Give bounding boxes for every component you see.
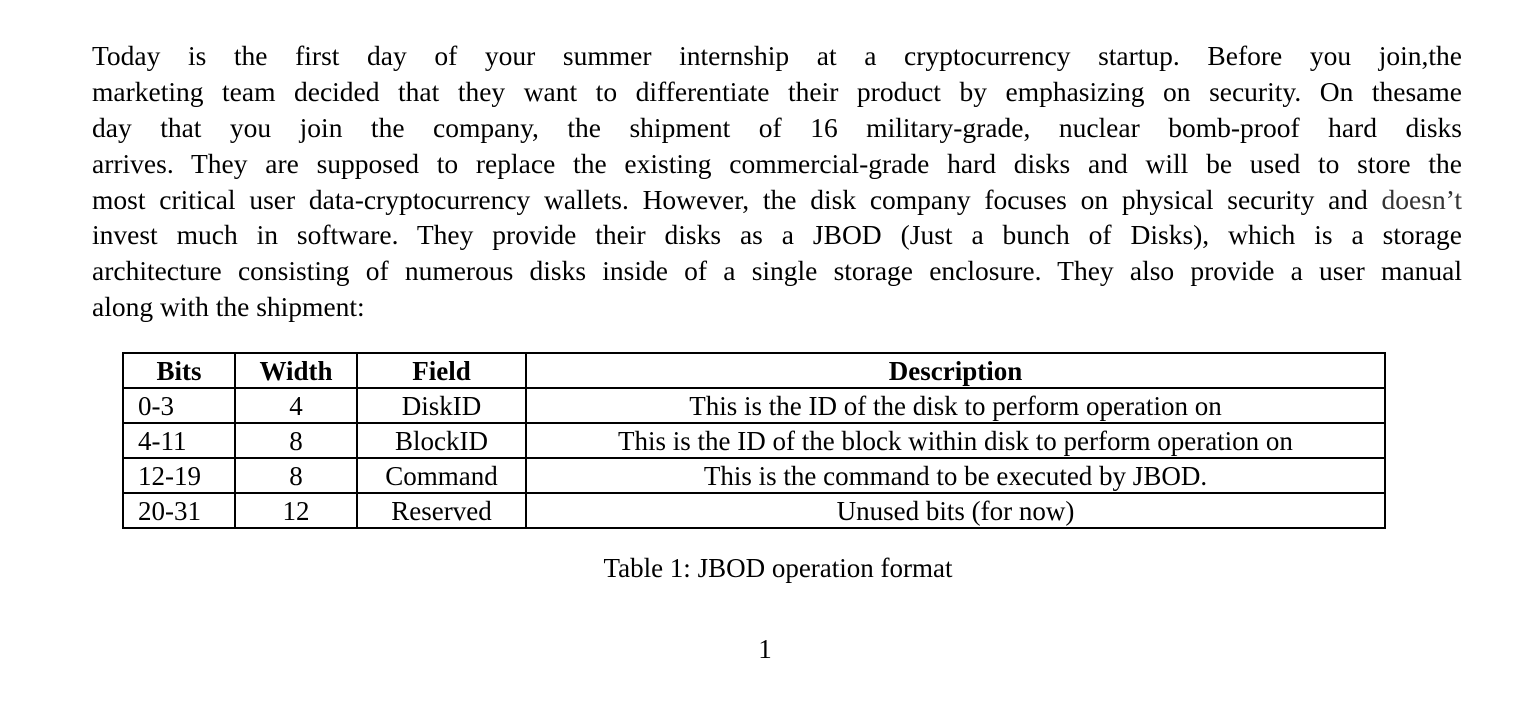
header-description: Description: [526, 353, 1385, 388]
table-caption: Table 1: JBOD operation format: [603, 553, 953, 583]
header-field: Field: [357, 353, 526, 388]
paragraph-line-5-text: most critical user data-cryptocurrency wallets. However, the disk company focuses on physical security and: [92, 183, 1382, 215]
table-row: [123, 458, 1385, 493]
jbod-operation-format-table: [122, 352, 1386, 529]
cell-description: This is the ID of the block within disk to perform operation on: [526, 423, 1385, 458]
header-width: Width: [235, 353, 357, 388]
paragraph-line-8: along with the shipment:: [92, 291, 365, 323]
cell-width: 4: [235, 388, 357, 423]
table-row: [123, 423, 1385, 458]
page-number: 1: [758, 634, 772, 664]
cell-field: BlockID: [357, 423, 526, 458]
cell-description: This is the ID of the disk to perform operation on: [526, 388, 1385, 423]
cell-bits: 12-19: [123, 458, 235, 493]
cell-field: DiskID: [357, 388, 526, 423]
header-bits: Bits: [123, 353, 235, 388]
paragraph-line-7: architecture consisting of numerous disks inside of a single storage enclosure. They also provide a user manual: [92, 255, 1462, 287]
paragraph-line-4: arrives. They are supposed to replace the existing commercial-grade hard disks and will be used to store the: [92, 147, 1462, 179]
cell-bits: 0-3: [123, 388, 235, 423]
cell-description: Unused bits (for now): [526, 493, 1385, 528]
table-row: [123, 493, 1385, 528]
paragraph-line-5: [92, 182, 1462, 218]
table-row: [123, 388, 1385, 423]
cell-bits: 4-11: [123, 423, 235, 458]
cell-field: Command: [357, 458, 526, 493]
cell-width: 12: [235, 493, 357, 528]
cell-field: Reserved: [357, 493, 526, 528]
paragraph-line-2: marketing team decided that they want to differentiate their product by emphasizing on security. On thesame: [92, 75, 1462, 107]
paragraph-line-6: invest much in software. They provide their disks as a JBOD (Just a bunch of Disks), which is a storage: [92, 219, 1462, 251]
cell-width: 8: [235, 458, 357, 493]
paragraph-line-1: Today is the first day of your summer internship at a cryptocurrency startup. Before you join,the: [92, 40, 1462, 71]
cell-description: This is the command to be executed by JBOD.: [526, 458, 1385, 493]
paragraph-line-3: day that you join the company, the shipment of 16 military-grade, nuclear bomb-proof hard disks: [92, 111, 1462, 143]
cell-width: 8: [235, 423, 357, 458]
paragraph-line-5-tail: doesn’t: [1381, 183, 1462, 215]
intro-paragraph: [92, 38, 1462, 325]
cell-bits: 20-31: [123, 493, 235, 528]
table-header-row: [123, 353, 1385, 388]
